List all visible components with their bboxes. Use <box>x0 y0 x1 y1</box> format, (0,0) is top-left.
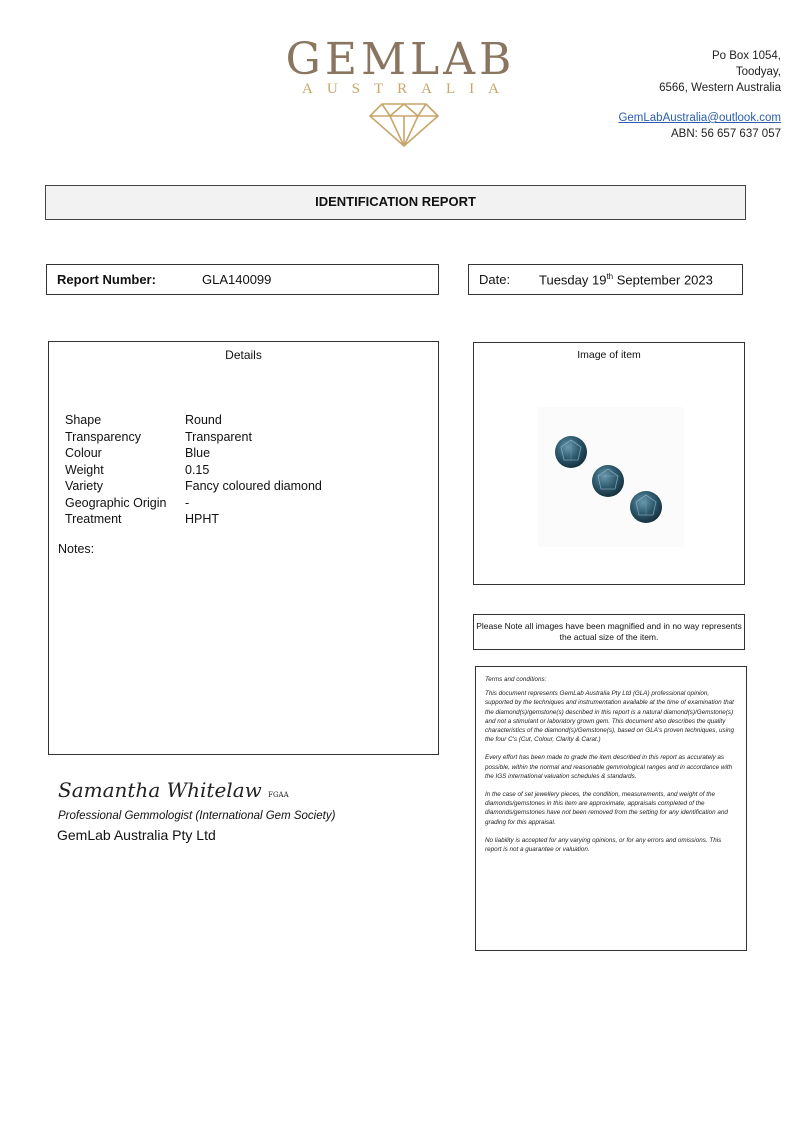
logo-subtitle: AUSTRALIA <box>302 81 513 97</box>
logo-wordmark: GEMLAB <box>285 34 516 85</box>
notes-label: Notes: <box>58 542 95 556</box>
details-panel <box>48 341 439 755</box>
item-image-panel <box>473 342 745 585</box>
report-title-bar <box>45 185 746 220</box>
property-value: Blue <box>185 446 211 460</box>
property-value: Round <box>185 413 222 427</box>
report-number-label: Report Number: <box>57 272 156 287</box>
property-key: Treatment <box>65 512 122 526</box>
property-key: Colour <box>65 446 102 460</box>
property-value: Transparent <box>185 429 252 444</box>
address-line: Po Box 1054, <box>711 50 781 62</box>
terms-heading: Terms and conditions: <box>485 676 547 683</box>
property-key: Shape <box>65 413 102 427</box>
terms-paragraph: This document represents GemLab Australia Pty Ltd (GLA) professional opinion, supported by the techniques and instrumentation available at the time of examination that the diamond(s)/gemstone(s) described in this report is a natural diamond(s)/Gemstone(s) and not a stimulant or laboratory grown gem. This document also describes the quality characteristics of the diamond(s)/Gemstone(s), based on GLA's proven techniques, using the four C's (Cut, Colour, Clarity & Carat.) <box>485 690 735 744</box>
property-row <box>65 445 322 462</box>
property-value: 0.15 <box>185 462 210 477</box>
property-key: Transparency <box>65 429 141 444</box>
terms-paragraph: No liability is accepted for any varying opinions, or for any errors and omissions. This report is not a guarantee or valuation. <box>485 836 722 854</box>
email-link[interactable]: GemLabAustralia@outlook.com <box>618 112 781 124</box>
report-number-box <box>46 264 439 295</box>
company-logo <box>278 36 523 151</box>
property-value: - <box>185 495 190 510</box>
property-row <box>65 462 322 479</box>
terms-panel <box>475 666 747 951</box>
property-row <box>65 495 322 512</box>
gem-illustration <box>538 407 684 547</box>
item-photo <box>538 407 684 547</box>
property-list <box>65 412 322 528</box>
abn-number: ABN: 56 657 637 057 <box>671 128 781 140</box>
image-disclaimer: Please Note all images have been magnified and in no way represents the actual size of the item. <box>476 621 742 642</box>
address-line: Toodyay, <box>735 66 781 78</box>
gem-stone <box>630 491 662 523</box>
date-box <box>468 264 743 295</box>
gem-stone <box>592 465 624 497</box>
signatory-company: GemLab Australia Pty Ltd <box>57 827 216 843</box>
report-title: IDENTIFICATION REPORT <box>315 194 476 209</box>
property-value: Fancy coloured diamond <box>185 479 322 493</box>
terms-paragraph: In the case of set jewellery pieces, the condition, measurements, and weight of the diamonds/gemstones in this item are approximate, appraisals completed of the diamonds/gemstones have not been removed from the setting for any identification and grading for this appraisal. <box>485 791 728 826</box>
property-key: Variety <box>65 479 103 493</box>
gem-stone <box>555 436 587 468</box>
terms-paragraph: Every effort has been made to grade the item described in this report as accurately as possible, within the normal and reasonable gemmological ranges and in accordance with the IGS international valuation schedules & standards. <box>485 754 733 780</box>
details-heading: Details <box>225 348 262 362</box>
property-value: HPHT <box>185 512 220 526</box>
date-label: Date: <box>479 272 511 287</box>
property-row <box>65 478 322 495</box>
signature-suffix: FGAA <box>268 791 289 799</box>
signature-name: Samantha Whitelaw <box>58 778 262 802</box>
property-key: Weight <box>65 462 104 477</box>
address-line: 6566, Western Australia <box>659 82 781 94</box>
company-address <box>618 48 781 142</box>
image-heading: Image of item <box>577 349 641 361</box>
image-disclaimer-box <box>473 614 745 650</box>
diamond-icon <box>368 102 440 148</box>
property-row <box>65 429 322 446</box>
signature <box>58 778 289 802</box>
property-key: Geographic Origin <box>65 495 167 510</box>
signatory-role: Professional Gemmologist (International Gem Society) <box>58 810 336 822</box>
property-row <box>65 412 322 429</box>
report-number-value: GLA140099 <box>202 272 272 287</box>
terms-text <box>485 675 737 863</box>
property-row <box>65 511 322 528</box>
date-value: Tuesday 19th September 2023 <box>539 272 713 288</box>
